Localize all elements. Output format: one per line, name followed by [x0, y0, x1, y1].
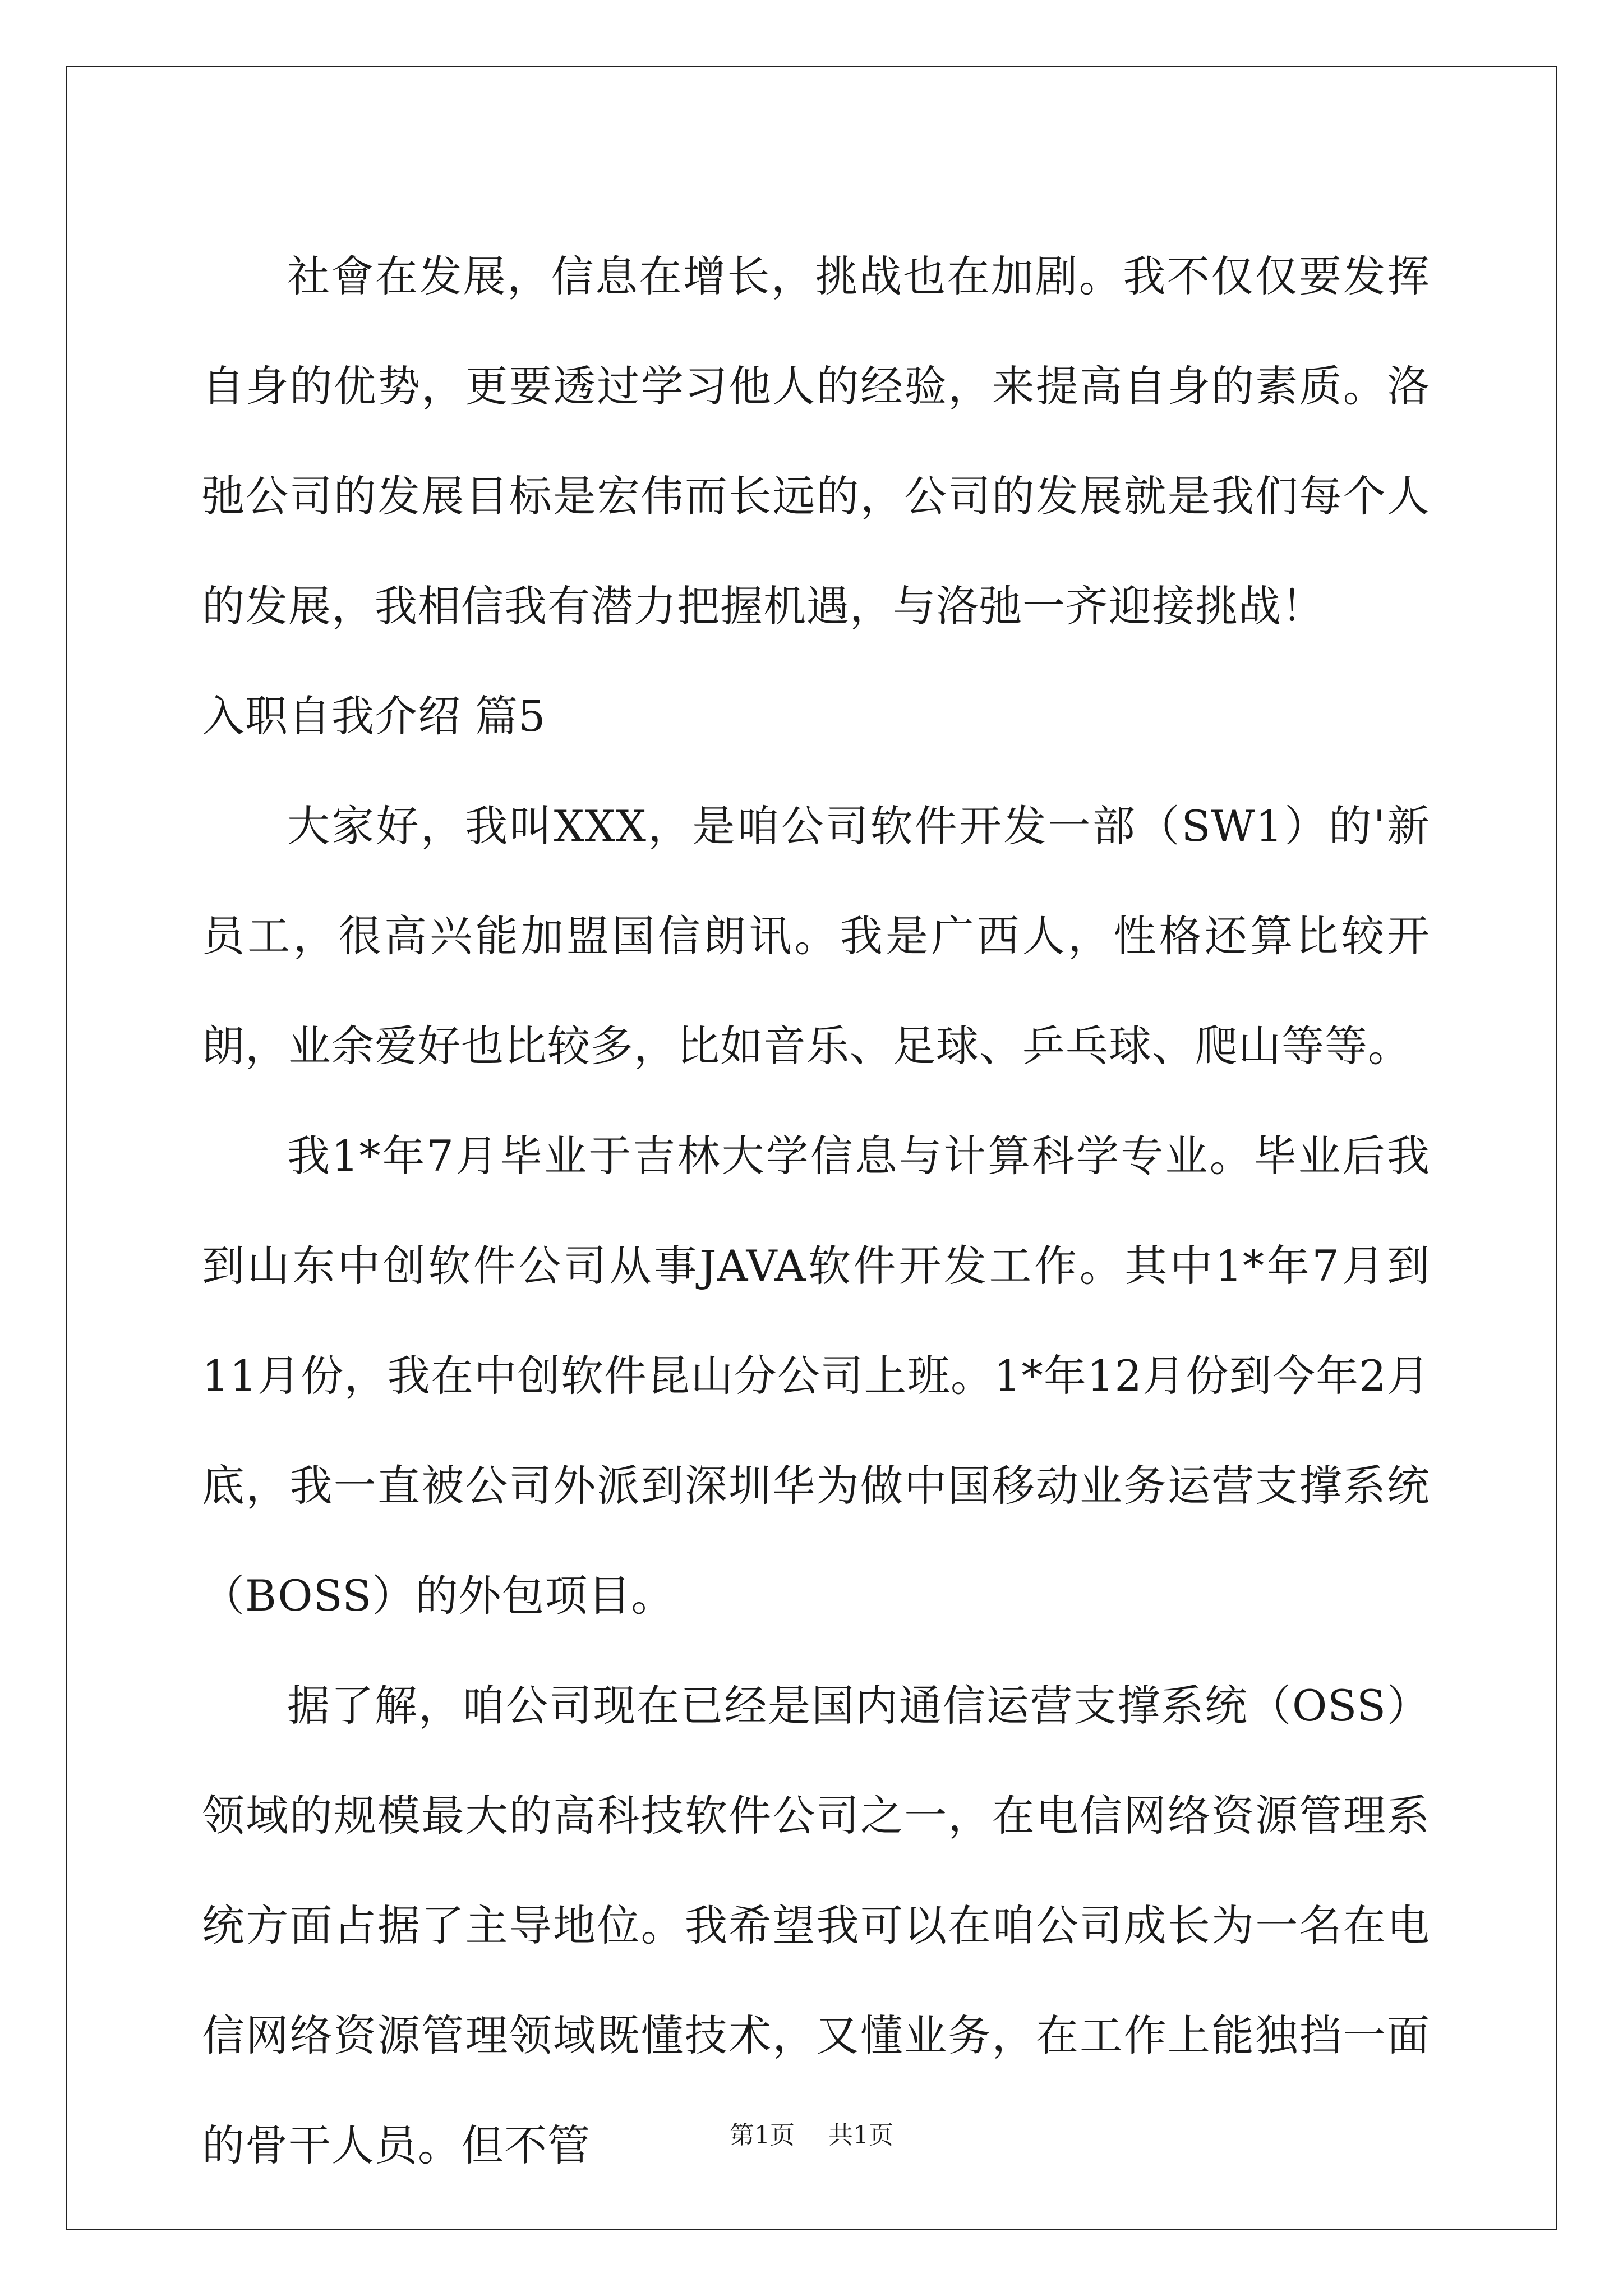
paragraph-3: 我1*年7月毕业于吉林大学信息与计算科学专业。毕业后我到山东中创软件公司从事JAVA软件开发工作。其中1*年7月到11月份，我在中创软件昆山分公司上班。1*年12月份到今年2月底，我一直被公司外派到深圳华为做中国移动业务运营支撑系统（BOSS）的外包项目。	[202, 1131, 1430, 1621]
paragraph-2: 大家好，我叫XXX，是咱公司软件开发一部（SW1）的'新员工，很高兴能加盟国信朗讯。我是广西人，性格还算比较开朗，业余爱好也比较多，比如音乐、足球、乒乓球、爬山等等。	[202, 801, 1430, 1071]
page-total: 共1页	[828, 2121, 893, 2150]
paragraph-4: 据了解，咱公司现在已经是国内通信运营支撑系统（OSS）领域的规模最大的高科技软件公司之一，在电信网络资源管理系统方面占据了主导地位。我希望我可以在咱公司成长为一名在电信网络资源管理领域既懂技术，又懂业务，在工作上能独挡一面的骨干人员。但不管	[202, 1681, 1430, 2170]
section-heading: 入职自我介绍 篇5	[202, 691, 546, 741]
document-body	[202, 222, 1430, 2201]
page-number: 第1页	[730, 2121, 795, 2150]
page-footer	[0, 2115, 1623, 2151]
paragraph-1: 社會在发展，信息在增长，挑战也在加剧。我不仅仅要发挥自身的优势，更要透过学习他人的经验，来提高自身的素质。洛弛公司的发展目标是宏伟而长远的，公司的发展就是我们每个人的发展，我相信我有潜力把握机遇，与洛弛一齐迎接挑战！	[202, 251, 1430, 631]
